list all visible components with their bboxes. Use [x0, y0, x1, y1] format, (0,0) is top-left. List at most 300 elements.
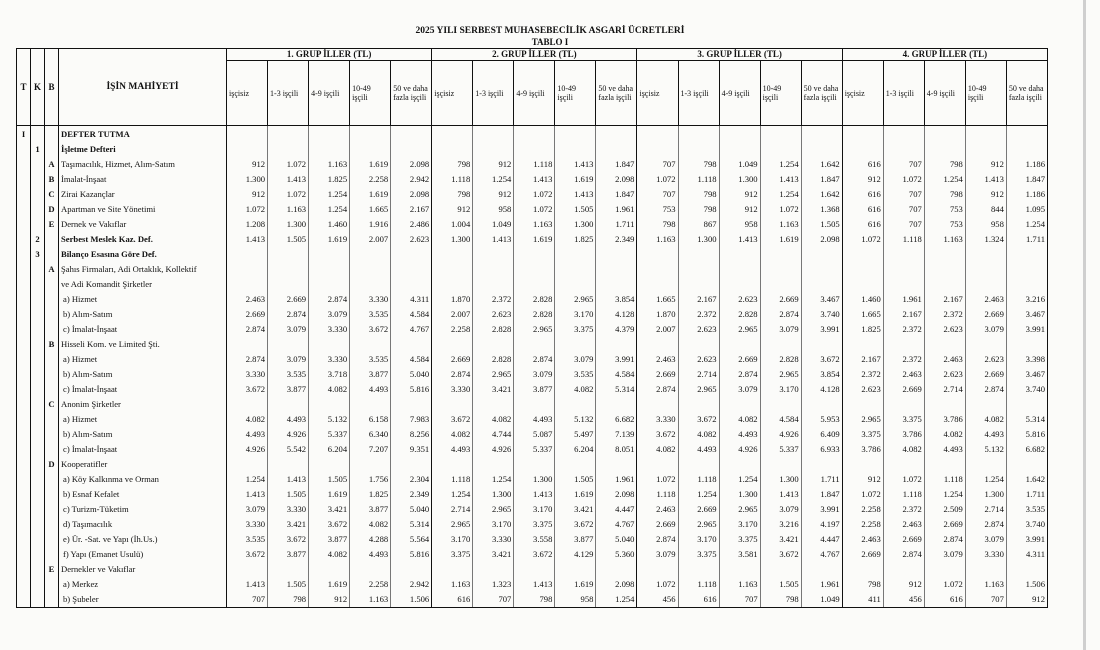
fee-cell: 1.254 [596, 592, 637, 608]
row-code-k [31, 427, 45, 442]
fee-cell [391, 261, 432, 276]
fee-cell: 616 [842, 186, 883, 201]
row-code-t [17, 457, 31, 472]
fee-cell: 3.991 [801, 502, 842, 517]
fee-cell [473, 562, 514, 577]
fee-cell [391, 246, 432, 261]
fee-cell [350, 457, 391, 472]
table-row [17, 381, 1048, 396]
fee-cell: 1.506 [1006, 577, 1047, 592]
fee-cell: 3.672 [432, 412, 473, 427]
fee-cell: 2.669 [965, 366, 1006, 381]
header-col-g2-c4: 10-49 işçili [555, 61, 596, 126]
fee-cell: 1.368 [801, 201, 842, 216]
fee-cell: 2.714 [678, 366, 719, 381]
fee-cell: 4.767 [391, 321, 432, 336]
row-label: c) İmalat-İnşaat [59, 442, 227, 457]
fee-cell: 2.965 [842, 412, 883, 427]
fee-cell: 958 [555, 592, 596, 608]
header-mahiyet: İŞİN MAHİYETİ [59, 49, 227, 126]
fee-cell: 707 [637, 186, 678, 201]
fee-cell: 4.082 [883, 442, 924, 457]
fee-cell [883, 396, 924, 411]
fee-cell [473, 126, 514, 142]
fee-cell [268, 141, 309, 156]
fee-cell [678, 276, 719, 291]
row-code-t [17, 306, 31, 321]
fee-cell: 4.311 [391, 291, 432, 306]
fee-cell: 2.669 [883, 381, 924, 396]
fee-cell: 3.330 [227, 517, 268, 532]
fee-cell: 2.463 [883, 366, 924, 381]
fee-cell: 1.118 [678, 577, 719, 592]
fee-cell: 3.535 [350, 306, 391, 321]
fee-cell: 3.672 [227, 381, 268, 396]
fee-cell: 3.786 [883, 427, 924, 442]
fee-cell [350, 126, 391, 142]
row-code-t [17, 577, 31, 592]
fee-cell [555, 396, 596, 411]
fee-cell [350, 261, 391, 276]
fee-cell [432, 457, 473, 472]
row-code-k [31, 562, 45, 577]
fee-cell: 4.493 [924, 442, 965, 457]
fee-cell: 3.079 [719, 381, 760, 396]
fee-cell: 1.118 [637, 487, 678, 502]
fee-cell [350, 141, 391, 156]
fee-cell [924, 261, 965, 276]
fee-cell: 798 [514, 592, 555, 608]
fee-cell: 798 [637, 216, 678, 231]
fee-cell: 2.258 [432, 321, 473, 336]
row-label: İşletme Defteri [59, 141, 227, 156]
row-code-t [17, 291, 31, 306]
row-label: Bilanço Esasına Göre Def. [59, 246, 227, 261]
row-code-t [17, 216, 31, 231]
fee-cell: 1.072 [227, 201, 268, 216]
row-code-k [31, 276, 45, 291]
fee-cell: 5.953 [801, 412, 842, 427]
fee-cell: 1.665 [842, 306, 883, 321]
fee-cell [842, 457, 883, 472]
row-code-k [31, 336, 45, 351]
fee-cell [883, 141, 924, 156]
fee-cell: 912 [309, 592, 350, 608]
fee-cell: 3.558 [514, 532, 555, 547]
fee-cell: 3.535 [1006, 502, 1047, 517]
fee-cell [637, 246, 678, 261]
row-code-t: I [17, 126, 31, 142]
fee-cell [637, 261, 678, 276]
fee-cell: 3.672 [637, 427, 678, 442]
row-label: Serbest Meslek Kaz. Def. [59, 231, 227, 246]
fee-cell [227, 141, 268, 156]
table-row [17, 562, 1048, 577]
fee-cell: 912 [842, 171, 883, 186]
fee-cell [678, 261, 719, 276]
fee-cell: 912 [719, 201, 760, 216]
row-code-k [31, 126, 45, 142]
fee-cell [678, 141, 719, 156]
row-code-t [17, 396, 31, 411]
fee-cell: 707 [637, 156, 678, 171]
row-code-b: E [45, 562, 59, 577]
fee-cell: 3.170 [555, 306, 596, 321]
fee-cell [432, 336, 473, 351]
fee-cell [555, 562, 596, 577]
fee-cell: 1.118 [883, 231, 924, 246]
fee-cell: 2.874 [268, 306, 309, 321]
fee-cell: 5.040 [596, 532, 637, 547]
row-label: f) Yapı (Emanet Usulü) [59, 547, 227, 562]
fee-cell [801, 336, 842, 351]
row-code-t [17, 321, 31, 336]
fee-cell [268, 276, 309, 291]
row-label: a) Merkez [59, 577, 227, 592]
fee-cell: 3.535 [227, 532, 268, 547]
fee-cell [268, 126, 309, 142]
fee-cell: 1.300 [473, 487, 514, 502]
fee-cell [719, 126, 760, 142]
fee-cell: 1.505 [268, 231, 309, 246]
fee-cell: 2.167 [883, 306, 924, 321]
fee-cell [678, 246, 719, 261]
fee-cell: 3.079 [965, 532, 1006, 547]
row-code-b [45, 246, 59, 261]
fee-cell: 1.413 [268, 171, 309, 186]
table-row [17, 457, 1048, 472]
fee-cell: 1.300 [965, 487, 1006, 502]
row-code-t [17, 427, 31, 442]
fee-cell: 1.163 [350, 592, 391, 608]
row-label: Dernek ve Vakıflar [59, 216, 227, 231]
fee-cell: 2.965 [678, 517, 719, 532]
fee-cell: 1.254 [924, 487, 965, 502]
fee-cell: 5.337 [514, 442, 555, 457]
fee-cell: 6.204 [555, 442, 596, 457]
fee-cell: 616 [842, 216, 883, 231]
row-label: e) Ür. -Sat. ve Yapı (İh.Us.) [59, 532, 227, 547]
fee-cell: 3.672 [514, 547, 555, 562]
fee-cell: 753 [924, 216, 965, 231]
fee-cell: 2.372 [473, 291, 514, 306]
row-code-k [31, 381, 45, 396]
fee-cell [965, 336, 1006, 351]
fee-cell: 2.623 [473, 306, 514, 321]
table-row [17, 547, 1048, 562]
fee-cell: 912 [473, 156, 514, 171]
fee-cell: 3.375 [842, 427, 883, 442]
fee-cell [965, 261, 1006, 276]
fee-cell: 3.079 [637, 547, 678, 562]
fee-table [16, 48, 1048, 608]
header-col-g3-c5: 50 ve daha fazla işçili [801, 61, 842, 126]
row-code-k [31, 472, 45, 487]
fee-cell: 2.874 [514, 351, 555, 366]
fee-cell: 1.163 [268, 201, 309, 216]
fee-cell: 1.825 [555, 231, 596, 246]
fee-cell [309, 562, 350, 577]
fee-cell: 4.767 [596, 517, 637, 532]
table-row [17, 216, 1048, 231]
fee-cell: 3.991 [1006, 532, 1047, 547]
fee-cell: 3.330 [432, 381, 473, 396]
fee-cell [473, 396, 514, 411]
fee-cell [719, 141, 760, 156]
fee-cell [514, 126, 555, 142]
fee-cell: 1.711 [1006, 231, 1047, 246]
fee-cell: 3.786 [924, 412, 965, 427]
row-code-k [31, 532, 45, 547]
row-label: DEFTER TUTMA [59, 126, 227, 142]
row-code-b [45, 577, 59, 592]
fee-cell: 4.493 [350, 547, 391, 562]
header-col-g2-c1: işçisiz [432, 61, 473, 126]
header-col-g3-c3: 4-9 işçili [719, 61, 760, 126]
fee-cell: 1.961 [596, 472, 637, 487]
fee-cell: 2.623 [678, 321, 719, 336]
fee-cell: 616 [842, 156, 883, 171]
fee-cell [760, 246, 801, 261]
fee-cell: 1.300 [555, 216, 596, 231]
fee-cell: 1.413 [227, 231, 268, 246]
fee-cell: 1.049 [801, 592, 842, 608]
row-code-b [45, 502, 59, 517]
fee-cell: 5.497 [555, 427, 596, 442]
fee-cell [432, 126, 473, 142]
fee-cell: 5.360 [596, 547, 637, 562]
fee-cell: 1.825 [842, 321, 883, 336]
row-code-t [17, 412, 31, 427]
row-code-b [45, 472, 59, 487]
table-row [17, 532, 1048, 547]
row-code-k [31, 517, 45, 532]
fee-cell [924, 336, 965, 351]
fee-cell: 2.372 [883, 321, 924, 336]
fee-cell [924, 562, 965, 577]
fee-cell: 3.467 [1006, 366, 1047, 381]
fee-cell: 1.413 [555, 186, 596, 201]
row-label: Kooperatifler [59, 457, 227, 472]
fee-cell: 2.372 [924, 306, 965, 321]
table-row [17, 472, 1048, 487]
fee-cell: 798 [924, 156, 965, 171]
fee-cell: 1.505 [268, 577, 309, 592]
header-group-4: 4. GRUP İLLER (TL) [842, 49, 1047, 61]
fee-cell: 1.665 [350, 201, 391, 216]
fee-cell: 1.619 [760, 231, 801, 246]
fee-cell: 3.581 [719, 547, 760, 562]
fee-cell: 912 [473, 186, 514, 201]
fee-cell: 2.623 [924, 366, 965, 381]
fee-cell [965, 141, 1006, 156]
fee-cell: 1.254 [719, 472, 760, 487]
fee-cell [473, 141, 514, 156]
table-row [17, 487, 1048, 502]
fee-cell: 3.330 [965, 547, 1006, 562]
fee-cell: 3.740 [1006, 381, 1047, 396]
fee-cell: 1.049 [473, 216, 514, 231]
fee-cell [309, 457, 350, 472]
fee-cell: 1.163 [309, 156, 350, 171]
fee-cell [1006, 457, 1047, 472]
fee-cell: 3.877 [350, 366, 391, 381]
fee-cell: 2.874 [760, 306, 801, 321]
header-col-g2-c3: 4-9 işçili [514, 61, 555, 126]
fee-cell: 5.040 [391, 366, 432, 381]
fee-cell: 4.447 [596, 502, 637, 517]
fee-cell [719, 396, 760, 411]
fee-cell [227, 276, 268, 291]
row-code-k [31, 547, 45, 562]
fee-cell: 1.163 [514, 216, 555, 231]
fee-cell: 2.258 [350, 577, 391, 592]
header-k: K [31, 49, 45, 126]
fee-cell [227, 457, 268, 472]
fee-cell: 5.337 [760, 442, 801, 457]
row-label: ve Adi Komandit Şirketler [59, 276, 227, 291]
header-col-g4-c1: işçisiz [842, 61, 883, 126]
fee-cell: 3.079 [555, 351, 596, 366]
fee-cell: 1.163 [924, 231, 965, 246]
fee-cell: 456 [637, 592, 678, 608]
fee-cell: 2.463 [924, 351, 965, 366]
fee-cell: 1.118 [432, 171, 473, 186]
fee-cell: 3.740 [1006, 517, 1047, 532]
fee-cell: 1.413 [965, 171, 1006, 186]
fee-cell [924, 141, 965, 156]
fee-cell [842, 276, 883, 291]
fee-cell: 2.463 [227, 291, 268, 306]
fee-cell [514, 276, 555, 291]
fee-cell [227, 261, 268, 276]
page-edge [1083, 0, 1086, 650]
fee-cell: 798 [678, 186, 719, 201]
row-label: c) Turizm-Tüketim [59, 502, 227, 517]
fee-cell: 3.079 [268, 321, 309, 336]
fee-cell [883, 276, 924, 291]
fee-cell: 4.584 [596, 366, 637, 381]
fee-cell: 707 [883, 156, 924, 171]
fee-cell: 4.082 [924, 427, 965, 442]
fee-cell: 1.413 [514, 487, 555, 502]
fee-cell: 4.447 [801, 532, 842, 547]
row-code-b: C [45, 186, 59, 201]
fee-cell [760, 276, 801, 291]
fee-cell [514, 246, 555, 261]
fee-cell: 2.486 [391, 216, 432, 231]
fee-cell: 5.816 [391, 381, 432, 396]
fee-cell: 4.128 [596, 306, 637, 321]
fee-cell: 1.711 [801, 472, 842, 487]
fee-cell: 2.965 [473, 502, 514, 517]
row-code-b [45, 276, 59, 291]
fee-cell [555, 276, 596, 291]
fee-cell [309, 261, 350, 276]
fee-cell: 7.983 [391, 412, 432, 427]
table-row [17, 306, 1048, 321]
fee-cell: 2.669 [924, 517, 965, 532]
fee-cell: 2.828 [719, 306, 760, 321]
fee-cell: 2.509 [924, 502, 965, 517]
fee-cell: 2.623 [965, 351, 1006, 366]
row-label: b) Esnaf Kefalet [59, 487, 227, 502]
fee-cell: 707 [883, 201, 924, 216]
fee-cell: 3.375 [555, 321, 596, 336]
row-code-k [31, 216, 45, 231]
fee-cell: 3.672 [555, 517, 596, 532]
fee-cell [473, 457, 514, 472]
fee-cell: 2.669 [842, 547, 883, 562]
fee-cell: 5.816 [391, 547, 432, 562]
header-col-g4-c4: 10-49 işçili [965, 61, 1006, 126]
fee-cell: 1.825 [309, 171, 350, 186]
fee-cell [637, 141, 678, 156]
fee-cell [760, 261, 801, 276]
row-code-b: D [45, 201, 59, 216]
row-code-k [31, 156, 45, 171]
fee-cell: 1.665 [637, 291, 678, 306]
fee-cell: 1.756 [350, 472, 391, 487]
fee-cell: 5.816 [1006, 427, 1047, 442]
fee-cell [350, 562, 391, 577]
table-row [17, 427, 1048, 442]
fee-cell [842, 562, 883, 577]
fee-cell: 1.847 [1006, 171, 1047, 186]
fee-cell: 1.961 [883, 291, 924, 306]
fee-cell: 798 [760, 592, 801, 608]
fee-cell: 1.072 [924, 577, 965, 592]
table-row [17, 261, 1048, 276]
fee-cell [268, 261, 309, 276]
fee-cell [309, 336, 350, 351]
fee-cell: 1.460 [309, 216, 350, 231]
row-code-k: 3 [31, 246, 45, 261]
fee-cell: 1.163 [760, 216, 801, 231]
fee-cell: 2.098 [596, 577, 637, 592]
fee-cell: 4.379 [596, 321, 637, 336]
fee-cell: 2.167 [391, 201, 432, 216]
fee-cell: 9.351 [391, 442, 432, 457]
fee-cell [514, 141, 555, 156]
fee-cell [883, 562, 924, 577]
fee-cell: 1.711 [596, 216, 637, 231]
row-code-k [31, 306, 45, 321]
fee-cell [555, 261, 596, 276]
fee-cell: 1.254 [309, 201, 350, 216]
fee-cell: 1.505 [309, 472, 350, 487]
fee-cell: 2.828 [473, 351, 514, 366]
fee-cell: 1.619 [514, 231, 555, 246]
fee-cell: 2.623 [678, 351, 719, 366]
fee-cell: 4.082 [432, 427, 473, 442]
row-code-b [45, 366, 59, 381]
row-label: c) İmalat-İnşaat [59, 321, 227, 336]
fee-cell: 3.421 [555, 502, 596, 517]
fee-cell: 1.072 [268, 156, 309, 171]
fee-cell [596, 336, 637, 351]
row-code-t [17, 517, 31, 532]
fee-cell: 2.669 [268, 291, 309, 306]
fee-cell: 867 [678, 216, 719, 231]
fee-cell: 2.098 [391, 186, 432, 201]
fee-cell: 4.082 [227, 412, 268, 427]
row-code-t [17, 547, 31, 562]
table-row [17, 502, 1048, 517]
fee-cell: 3.740 [801, 306, 842, 321]
fee-cell: 3.375 [514, 517, 555, 532]
fee-cell: 4.767 [801, 547, 842, 562]
